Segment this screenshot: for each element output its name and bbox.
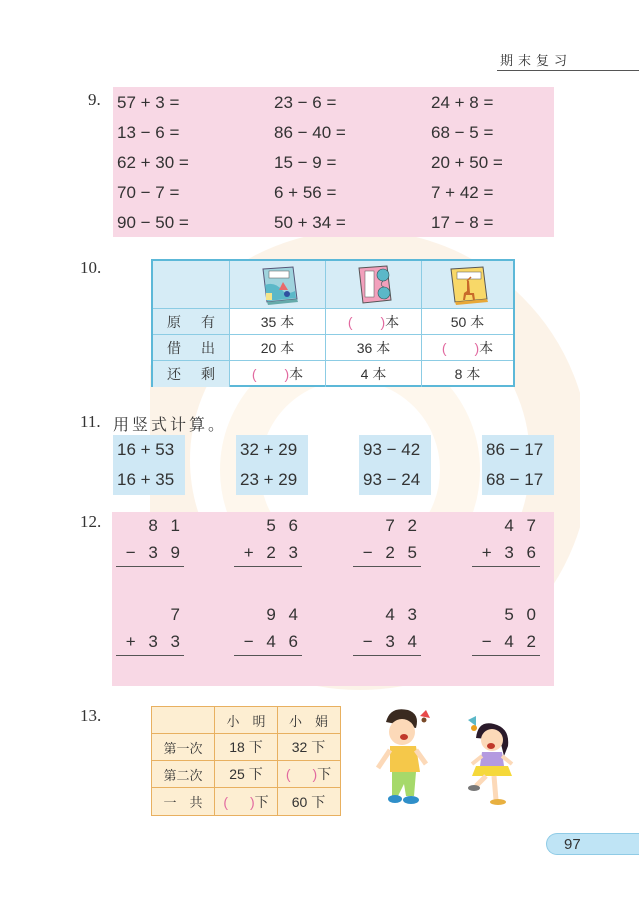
forest-kingdom-book-icon xyxy=(445,265,491,305)
unit-label: 本 xyxy=(289,366,304,382)
q9-expr: 68 − 5 = xyxy=(431,123,494,142)
vertical-rule xyxy=(116,566,184,567)
q9-expr: 50 + 34 = xyxy=(274,213,346,232)
answer-blank-cell[interactable] xyxy=(422,335,513,360)
column-header-xiaoming: 小 明 xyxy=(215,707,278,733)
row-label-char: 剩 xyxy=(201,367,215,383)
section-header-title: 期末复习 xyxy=(500,54,573,69)
q9-expr: 20 + 50 = xyxy=(431,153,503,172)
table-cell: 25 下 xyxy=(215,761,278,787)
q9-expr: 90 − 50 = xyxy=(117,213,189,232)
answer-blank-cell[interactable] xyxy=(230,361,326,387)
table-cell: 18 下 xyxy=(215,734,278,760)
table-header-row xyxy=(152,707,340,734)
q9-expr: 62 + 30 = xyxy=(117,153,189,172)
blank-close-paren: ) xyxy=(312,766,318,782)
boy-figure-icon xyxy=(378,709,426,804)
calc-expr: 23 + 29 xyxy=(240,470,298,489)
question-12-panel xyxy=(112,512,554,686)
vertical-problem xyxy=(472,512,540,567)
blank-close-paren: ) xyxy=(250,793,255,810)
empty-corner-cell xyxy=(153,261,230,308)
table-cell: 32 下 xyxy=(291,739,326,755)
shuttlecock-icon xyxy=(468,716,477,731)
q9-expr: 57 + 3 = xyxy=(117,93,180,112)
vertical-rule xyxy=(353,655,421,656)
page-number: 97 xyxy=(564,836,581,853)
vertical-bottom: − 4 2 xyxy=(481,632,540,651)
table-row-total xyxy=(152,788,340,815)
book-cell xyxy=(422,261,513,308)
math-story-book-icon xyxy=(255,265,301,305)
header-underline xyxy=(497,70,639,71)
q9-expr: 24 + 8 = xyxy=(431,93,494,112)
question-10-number: 10. xyxy=(80,258,102,277)
row-label xyxy=(153,361,230,387)
q9-expr: 6 + 56 = xyxy=(274,183,337,202)
calc-expr: 93 − 42 xyxy=(363,440,421,459)
blank-open-paren: ( xyxy=(347,313,353,330)
vertical-calc-group xyxy=(236,435,308,495)
vertical-calc-group xyxy=(113,435,185,495)
vertical-top: 8 1 xyxy=(148,516,184,535)
row-label: 第一次 xyxy=(152,734,215,760)
vertical-rule xyxy=(116,655,184,656)
vertical-top: 5 6 xyxy=(266,516,302,535)
unit-label: 下 xyxy=(317,766,332,782)
q9-expr: 13 − 6 = xyxy=(117,123,180,142)
row-label: 一 共 xyxy=(152,788,215,815)
row-label-char: 借 xyxy=(167,340,181,357)
vertical-rule xyxy=(234,655,302,656)
girl-figure-icon xyxy=(468,723,512,805)
question-12-number: 12. xyxy=(80,512,102,531)
question-9-panel xyxy=(113,87,554,237)
vertical-top: 7 2 xyxy=(385,516,421,535)
vertical-top: 7 xyxy=(170,605,184,624)
vertical-bottom: + 3 3 xyxy=(125,632,184,651)
vertical-rule xyxy=(472,655,540,656)
table-row-first xyxy=(152,734,340,761)
table-row-original xyxy=(153,309,513,335)
blank-open-paren: ( xyxy=(285,766,291,782)
blank-close-paren: ) xyxy=(284,366,290,382)
book-cell xyxy=(230,261,326,308)
table-row-remaining xyxy=(153,361,513,387)
unit-label: 本 xyxy=(385,313,400,330)
question-11-instruction: 用竖式计算。 xyxy=(113,415,228,434)
q9-expr: 70 − 7 = xyxy=(117,183,180,202)
vertical-top: 4 3 xyxy=(385,605,421,624)
blank-open-paren: ( xyxy=(441,339,447,356)
shuttlecock-kicks-table xyxy=(151,706,341,816)
calc-expr: 16 + 35 xyxy=(117,470,175,489)
vertical-bottom: − 2 5 xyxy=(362,543,421,562)
question-9-number: 9. xyxy=(88,90,101,109)
book-cell xyxy=(326,261,422,308)
shuttlecock-icon xyxy=(420,710,430,723)
table-cell: 8 本 xyxy=(454,366,481,382)
vertical-top: 9 4 xyxy=(266,605,302,624)
row-label: 第二次 xyxy=(152,761,215,787)
vertical-top: 4 7 xyxy=(504,516,540,535)
vertical-bottom: + 3 6 xyxy=(481,543,540,562)
calc-expr: 93 − 24 xyxy=(363,470,421,489)
blank-open-paren: ( xyxy=(223,793,228,810)
table-row-second xyxy=(152,761,340,788)
calc-expr: 32 + 29 xyxy=(240,440,298,459)
table-cell: 35 本 xyxy=(230,309,326,334)
vertical-problem xyxy=(116,601,184,656)
vertical-bottom: − 3 9 xyxy=(125,543,184,562)
vertical-rule xyxy=(472,566,540,567)
blank-close-paren: ) xyxy=(474,339,480,356)
q9-expr: 17 − 8 = xyxy=(431,213,494,232)
q9-expr: 7 + 42 = xyxy=(431,183,494,202)
table-header-row xyxy=(153,261,513,309)
calc-expr: 86 − 17 xyxy=(486,440,544,459)
vertical-calc-group xyxy=(482,435,554,495)
book-lending-table xyxy=(151,259,515,387)
vertical-bottom: − 3 4 xyxy=(362,632,421,651)
row-label-char: 还 xyxy=(167,367,181,383)
table-cell: 4 本 xyxy=(326,361,422,387)
table-cell: 50 本 xyxy=(450,313,485,330)
question-13-number: 13. xyxy=(80,706,102,725)
vertical-bottom: − 4 6 xyxy=(243,632,302,651)
vertical-rule xyxy=(234,566,302,567)
row-label-char: 原 xyxy=(167,314,181,331)
vertical-problem xyxy=(353,601,421,656)
row-label-char: 有 xyxy=(201,314,215,331)
answer-blank-cell[interactable] xyxy=(326,309,422,334)
vertical-top: 5 0 xyxy=(504,605,540,624)
table-row-borrowed xyxy=(153,335,513,361)
calc-expr: 16 + 53 xyxy=(117,440,175,459)
table-cell: 36 本 xyxy=(326,335,422,360)
empty-corner-cell xyxy=(152,707,215,733)
vertical-problem xyxy=(116,512,184,567)
question-11-number: 11. xyxy=(80,412,101,431)
calc-expr: 68 − 17 xyxy=(486,470,544,489)
answer-blank-cell[interactable] xyxy=(215,788,278,815)
row-label xyxy=(153,309,230,334)
vertical-problem xyxy=(234,512,302,567)
q9-expr: 86 − 40 = xyxy=(274,123,346,142)
table-cell: 60 下 xyxy=(291,793,326,810)
q9-expr: 23 − 6 = xyxy=(274,93,337,112)
music-book-icon xyxy=(351,265,397,305)
vertical-problem xyxy=(472,601,540,656)
answer-blank-cell[interactable] xyxy=(278,761,339,787)
kids-playing-shuttlecock-illustration xyxy=(368,700,518,810)
table-cell: 20 本 xyxy=(230,335,326,360)
row-label-char: 出 xyxy=(201,340,215,357)
unit-label: 本 xyxy=(479,339,494,356)
vertical-problem xyxy=(234,601,302,656)
vertical-rule xyxy=(353,566,421,567)
vertical-calc-group xyxy=(359,435,431,495)
column-header-xiaojuan: 小 娟 xyxy=(288,714,328,730)
blank-open-paren: ( xyxy=(251,366,257,382)
vertical-bottom: + 2 3 xyxy=(243,543,302,562)
q9-expr: 15 − 9 = xyxy=(274,153,337,172)
page-number-badge xyxy=(546,833,639,855)
row-label xyxy=(153,335,230,360)
blank-close-paren: ) xyxy=(380,313,386,330)
vertical-problem xyxy=(353,512,421,567)
unit-label: 下 xyxy=(254,793,269,810)
